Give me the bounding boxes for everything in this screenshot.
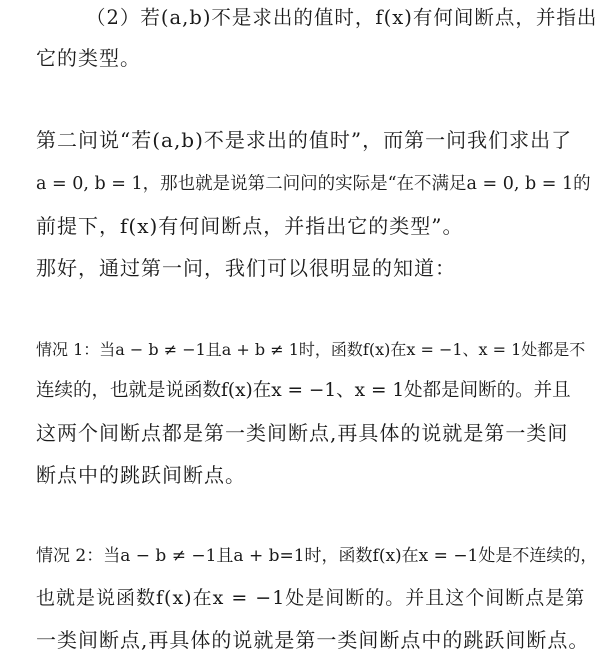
text-line: a = 0, b = 1，那也就是说第二问问的实际是“在不满足a = 0, b = 1的 [36, 174, 591, 194]
text-line: 情况 1：当a − b ≠ −1且a + b ≠ 1时，函数f(x)在x = −1、x = 1处都是不 [36, 340, 586, 359]
text-line: 它的类型。 [36, 46, 141, 70]
text-line: 连续的，也就是说函数f(x)在x = −1、x = 1处都是间断的。并且 [36, 380, 571, 401]
text-line: 情况 2：当a − b ≠ −1且a + b=1时，函数f(x)在x = −1处是不连续的， [36, 546, 598, 566]
text-line: 那好，通过第一问，我们可以很明显的知道： [36, 256, 456, 280]
text-line: 断点中的跳跃间断点。 [36, 463, 246, 487]
text-line: 前提下，f(x)有何间断点，并指出它的类型”。 [36, 214, 464, 238]
text-line: 一类间断点,再具体的说就是第一类间断点中的跳跃间断点。 [36, 628, 590, 652]
text-line: 也就是说函数f(x)在x = −1处是间断的。并且这个间断点是第 [36, 587, 586, 609]
text-line: 第二问说“若(a,b)不是求出的值时”，而第一问我们求出了 [36, 128, 573, 152]
text-line: （2）若(a,b)不是求出的值时，f(x)有何间断点，并指出 [86, 6, 598, 29]
text-line: 这两个间断点都是第一类间断点,再具体的说就是第一类间 [36, 421, 569, 445]
